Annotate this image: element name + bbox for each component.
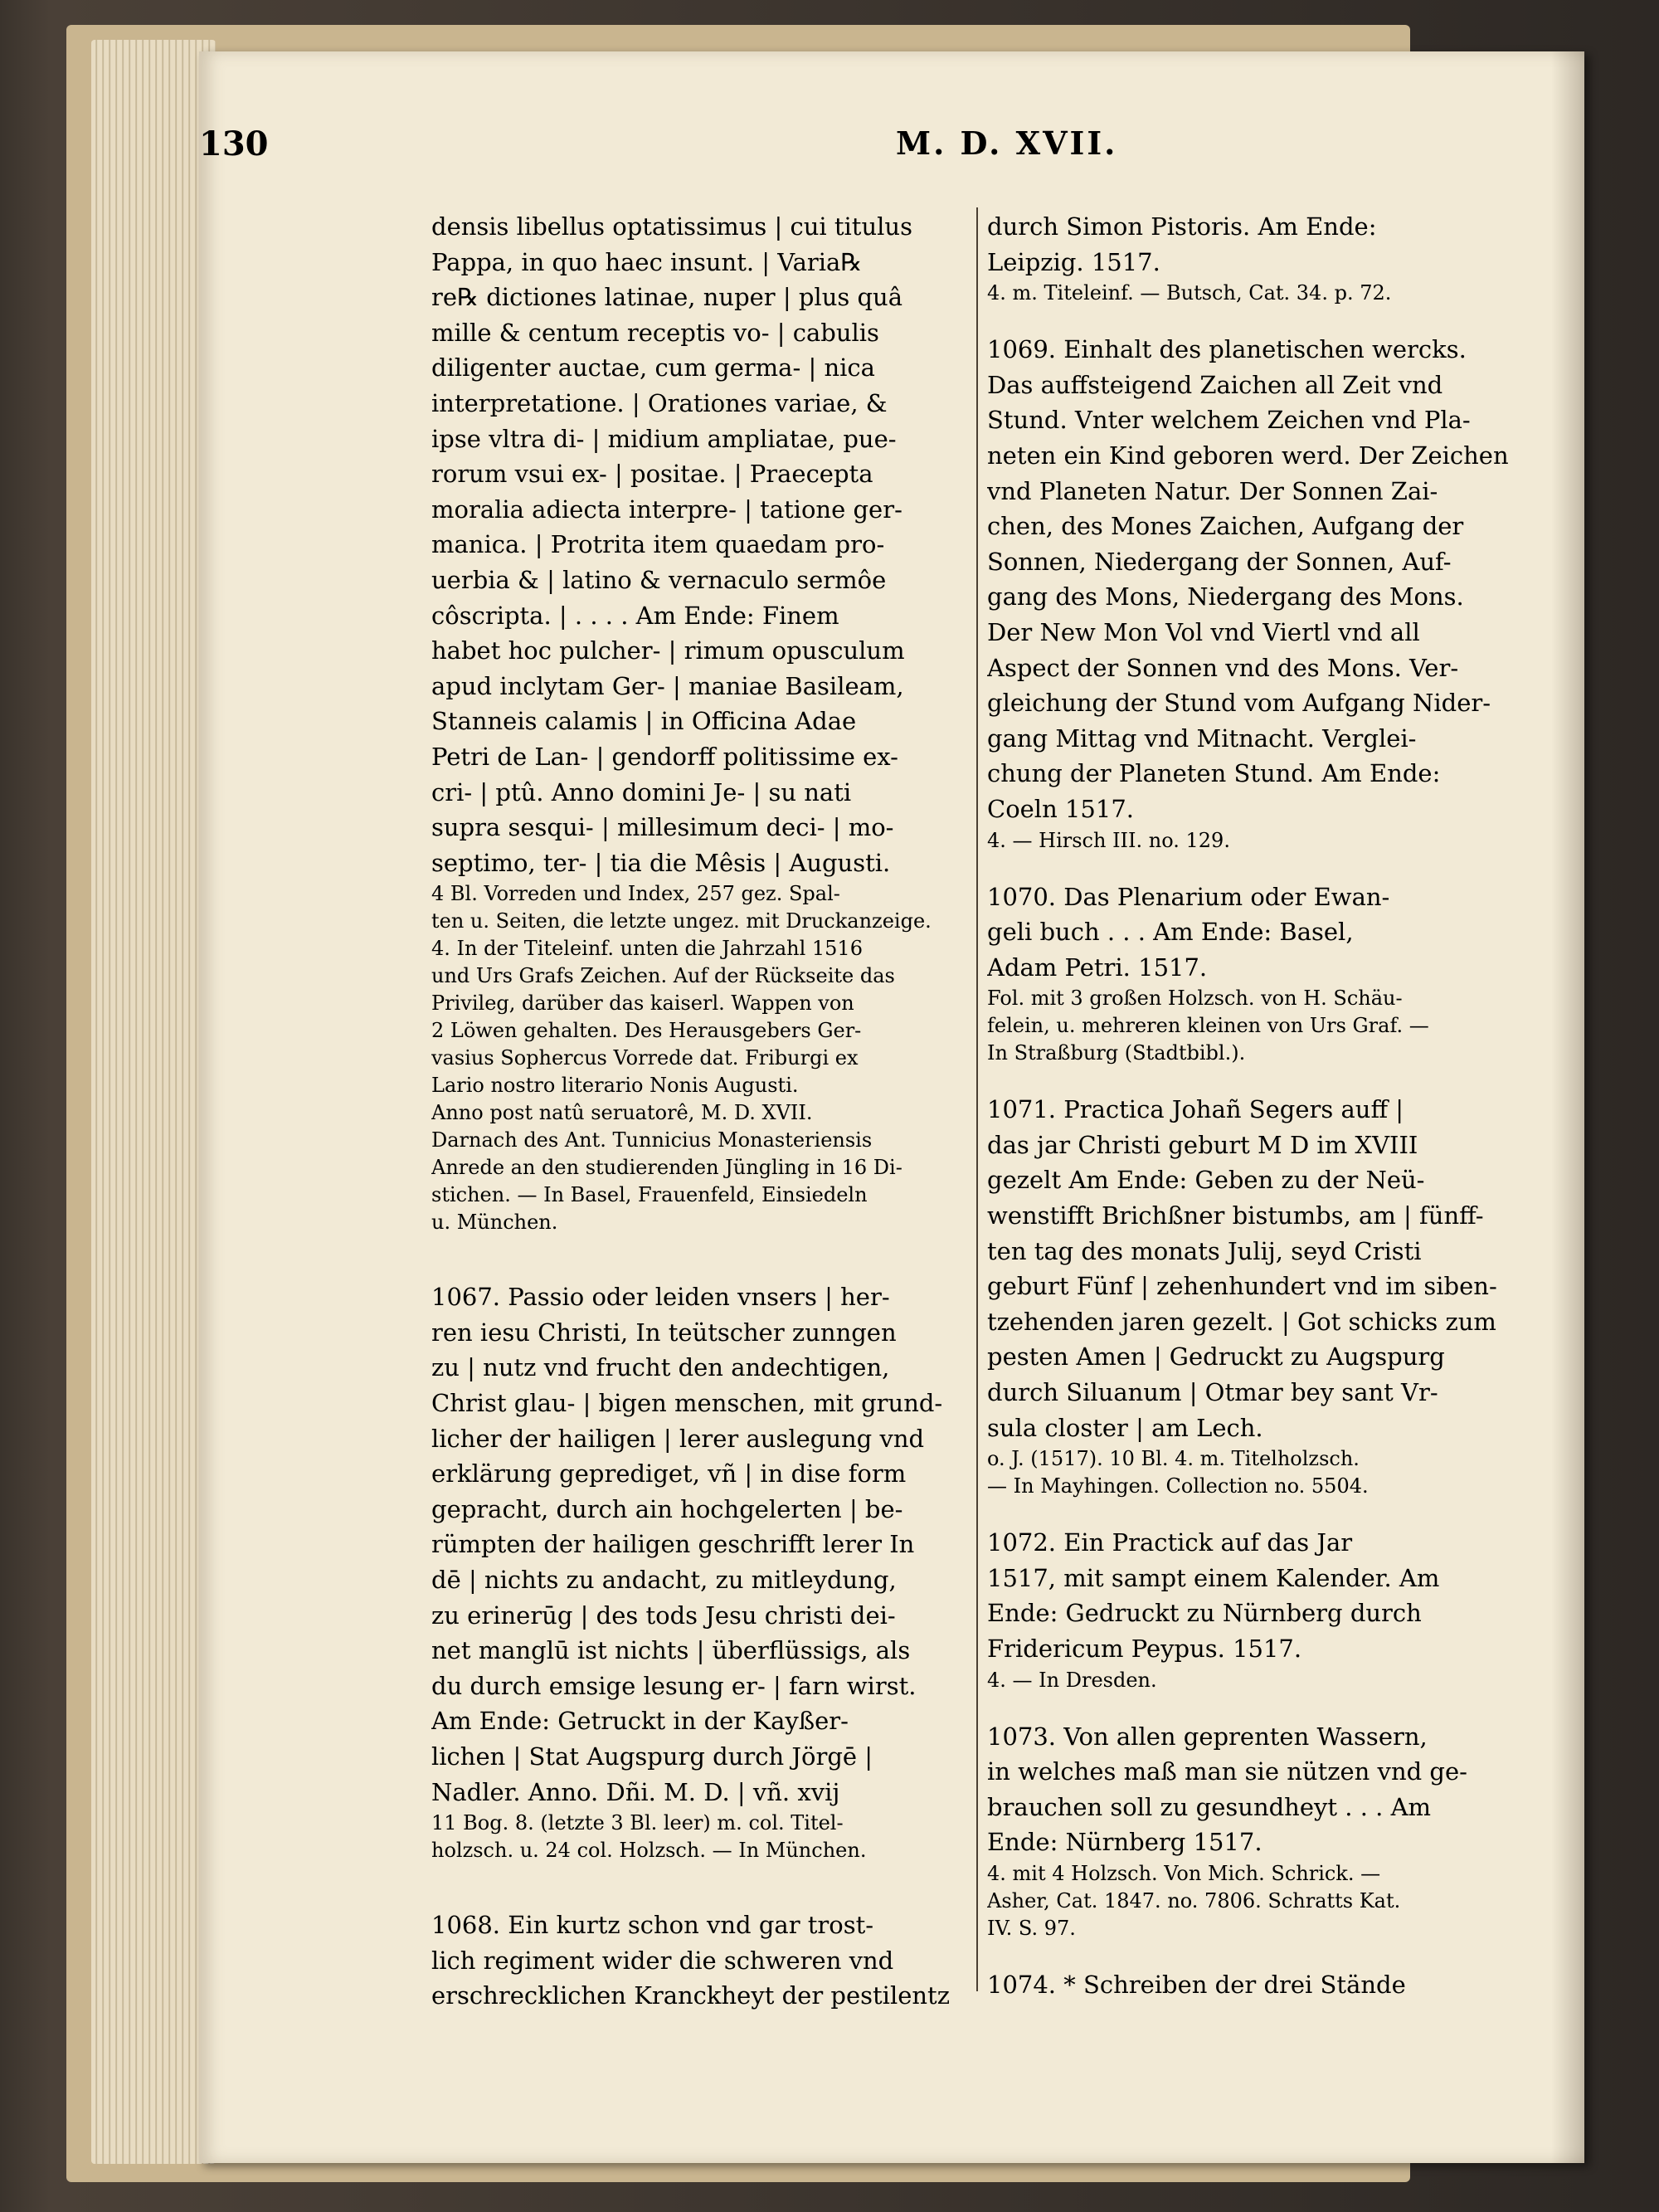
text-line: sula closter | am Lech. <box>987 1413 1263 1442</box>
text-line: durch Siluanum | Otmar bey sant Vr- <box>987 1378 1438 1407</box>
entry-1066-tail <box>987 209 1514 307</box>
note-line: — In Mayhingen. Collection no. 5504. <box>987 1474 1369 1498</box>
entry-1072 <box>987 1525 1514 1693</box>
text-line: lich regiment wider die schweren vnd <box>431 1946 894 1975</box>
text-line: Aspect der Sonnen vnd des Mons. Ver- <box>987 653 1459 682</box>
note-line: Asher, Cat. 1847. no. 7806. Schratts Kat. <box>987 1888 1401 1912</box>
note-line: IV. S. 97. <box>987 1916 1076 1940</box>
text-line: 1069. Einhalt des planetischen wercks. <box>987 335 1467 364</box>
entry-1074 <box>987 1967 1514 2003</box>
text-line: erschrecklichen Kranckheyt der pestilentz <box>431 1981 950 2010</box>
text-line: interpretatione. | Orationes variae, & <box>431 388 888 417</box>
entry-1067 <box>431 1279 966 1810</box>
text-line: wenstifft Brichßner bistumbs, am | fünff- <box>987 1201 1484 1230</box>
spacer <box>431 1864 966 1907</box>
text-line: zu | nutz vnd frucht den andechtigen, <box>431 1353 890 1382</box>
note-line: In Straßburg (Stadtbibl.). <box>987 1041 1246 1065</box>
column-rule <box>976 207 978 1991</box>
entry-1070 <box>987 879 1514 1068</box>
text-line: apud inclytam Ger- | maniae Basileam, <box>431 671 904 700</box>
running-head: M. D. XVII. <box>896 124 1118 162</box>
text-line: septimo, ter- | tia die Mêsis | Augusti. <box>431 848 891 877</box>
entry-1066-notes <box>431 880 966 1236</box>
text-line: brauchen soll zu gesundheyt . . . Am <box>987 1792 1432 1821</box>
text-line: net manglū ist nichts | überflüssigs, als <box>431 1636 911 1665</box>
text-line: Der New Mon Vol vnd Viertl vnd all <box>987 617 1420 646</box>
left-column <box>431 209 966 2014</box>
text-line: in welches maß man sie nützen vnd ge- <box>987 1757 1467 1786</box>
entry-1067-notes <box>431 1810 966 1864</box>
note-line: 4. — Hirsch III. no. 129. <box>987 828 1230 852</box>
text-line: ten tag des monats Julij, seyd Cristi <box>987 1236 1422 1265</box>
note-line: Anrede an den studierenden Jüngling in 16 Di- <box>431 1156 902 1180</box>
text-line: moralia adiecta interpre- | tatione ger- <box>431 495 902 524</box>
text-line: Sonnen, Niedergang der Sonnen, Auf- <box>987 547 1452 576</box>
text-line: Christ glau- | bigen menschen, mit grund- <box>431 1389 943 1418</box>
text-line: 1074. * Schreiben der drei Stände <box>987 1970 1406 1999</box>
text-line: manica. | Protrita item quaedam pro- <box>431 530 885 559</box>
text-line: licher der hailigen | lerer auslegung vnd <box>431 1424 925 1453</box>
text-line: gang Mittag vnd Mitnacht. Verglei- <box>987 724 1417 753</box>
note-line: 4. In der Titeleinf. unten die Jahrzahl 1516 <box>431 937 863 961</box>
text-line: Nadler. Anno. Dñi. M. D. | vñ. xvij <box>431 1777 840 1806</box>
text-line: habet hoc pulcher- | rimum opusculum <box>431 636 905 665</box>
text-line: côscripta. | . . . . Am Ende: Finem <box>431 601 839 630</box>
text-line: 1071. Practica Johañ Segers auff | <box>987 1095 1404 1124</box>
spacer <box>987 855 1514 879</box>
text-line: geli buch . . . Am Ende: Basel, <box>987 918 1354 947</box>
note-line: 11 Bog. 8. (letzte 3 Bl. leer) m. col. Titel- <box>431 1811 844 1835</box>
text-line: zu erinerūg | des tods Jesu christi dei- <box>431 1601 896 1630</box>
note-line: und Urs Grafs Zeichen. Auf der Rückseite das <box>431 964 895 988</box>
text-line: diligenter auctae, cum germa- | nica <box>431 353 875 382</box>
note-line: 4. mit 4 Holzsch. Von Mich. Schrick. — <box>987 1861 1381 1885</box>
text-line: 1517, mit sampt einem Kalender. Am <box>987 1563 1440 1592</box>
text-line: densis libellus optatissimus | cui titulus <box>431 212 912 241</box>
text-line: chen, des Mones Zaichen, Aufgang der <box>987 512 1464 541</box>
text-line: gezelt Am Ende: Geben zu der Neü- <box>987 1166 1425 1195</box>
note-line: 4 Bl. Vorreden und Index, 257 gez. Spal- <box>431 882 840 906</box>
text-line: rorum vsui ex- | positae. | Praecepta <box>431 460 873 489</box>
note-line: ten u. Seiten, die letzte ungez. mit Druckanzeige. <box>431 909 932 933</box>
text-line: Am Ende: Getruckt in der Kayßer- <box>431 1707 849 1736</box>
text-line: rümpten der hailigen geschrifft lerer In <box>431 1530 915 1559</box>
note-line: Anno post natû seruatorê, M. D. XVII. <box>431 1101 813 1125</box>
text-line: ipse vltra di- | midium ampliatae, pue- <box>431 424 897 453</box>
note-line: 2 Löwen gehalten. Des Herausgebers Ger- <box>431 1019 862 1043</box>
note-line: Privileg, darüber das kaiserl. Wappen von <box>431 992 854 1016</box>
text-line: durch Simon Pistoris. Am Ende: <box>987 212 1377 241</box>
text-line: tzehenden jaren gezelt. | Got schicks zum <box>987 1307 1496 1336</box>
note-line: Darnach des Ant. Tunnicius Monasteriensis <box>431 1128 873 1152</box>
note-line: Fol. mit 3 großen Holzsch. von H. Schäu- <box>987 987 1403 1011</box>
text-line: gang des Mons, Niedergang des Mons. <box>987 582 1464 611</box>
spacer <box>987 307 1514 332</box>
text-line: Stanneis calamis | in Officina Adae <box>431 707 857 736</box>
page-number: 130 <box>199 124 269 163</box>
text-line: pesten Amen | Gedruckt zu Augspurg <box>987 1342 1445 1372</box>
spacer <box>431 1236 966 1279</box>
gutter-shadow <box>1551 51 1584 2163</box>
note-line: 4. — In Dresden. <box>987 1668 1157 1692</box>
text-line: Leipzig. 1517. <box>987 247 1160 276</box>
spacer <box>987 1500 1514 1525</box>
text-line: Stund. Vnter welchem Zeichen vnd Pla- <box>987 406 1471 435</box>
text-line: re℞ dictiones latinae, nuper | plus quâ <box>431 283 903 312</box>
right-column <box>987 209 1514 2003</box>
note-line: o. J. (1517). 10 Bl. 4. m. Titelholzsch. <box>987 1447 1360 1471</box>
text-line: 1070. Das Plenarium oder Ewan- <box>987 882 1390 911</box>
text-line: chung der Planeten Stund. Am Ende: <box>987 759 1441 788</box>
text-line: 1073. Von allen geprenten Wassern, <box>987 1722 1428 1751</box>
text-line: Ende: Nürnberg 1517. <box>987 1828 1262 1857</box>
note-line: vasius Sophercus Vorrede dat. Friburgi ex <box>431 1046 859 1070</box>
entry-1073 <box>987 1719 1514 1942</box>
text-line: Das auffsteigend Zaichen all Zeit vnd <box>987 370 1443 399</box>
text-line: ren iesu Christi, In teütscher zunngen <box>431 1318 897 1347</box>
text-line: das jar Christi geburt M D im XVIII <box>987 1130 1418 1159</box>
text-line: Fridericum Peypus. 1517. <box>987 1635 1302 1663</box>
text-line: gleichung der Stund vom Aufgang Nider- <box>987 689 1491 718</box>
text-line: cri- | ptû. Anno domini Je- | su nati <box>431 777 852 806</box>
entry-1071 <box>987 1092 1514 1500</box>
text-line: erklärung geprediget, vñ | in dise form <box>431 1459 907 1488</box>
entry-1068 <box>431 1907 966 2014</box>
note-line: felein, u. mehreren kleinen von Urs Graf. — <box>987 1014 1429 1038</box>
text-line: 1067. Passio oder leiden vnsers | her- <box>431 1283 890 1312</box>
text-line: neten ein Kind geboren werd. Der Zeichen <box>987 441 1509 470</box>
text-line: geburt Fünf | zehenhundert vnd im siben- <box>987 1272 1497 1301</box>
spacer <box>987 1694 1514 1719</box>
page-edges <box>91 40 216 2164</box>
text-line: du durch emsige lesung er- | farn wirst. <box>431 1671 917 1700</box>
entry-1066-continued <box>431 209 966 880</box>
text-line: Adam Petri. 1517. <box>987 953 1208 982</box>
text-line: supra sesqui- | millesimum deci- | mo- <box>431 813 894 842</box>
note-line: holzsch. u. 24 col. Holzsch. — In München. <box>431 1839 867 1863</box>
text-line: vnd Planeten Natur. Der Sonnen Zai- <box>987 476 1438 505</box>
text-line: Petri de Lan- | gendorff politissime ex- <box>431 742 898 771</box>
note-line: 4. m. Titeleinf. — Butsch, Cat. 34. p. 72. <box>987 281 1392 305</box>
note-line: stichen. — In Basel, Frauenfeld, Einsiedeln <box>431 1183 868 1207</box>
text-line: Pappa, in quo haec insunt. | Varia℞ <box>431 247 863 276</box>
text-line: lichen | Stat Augspurg durch Jörgē | <box>431 1742 873 1771</box>
spacer <box>987 1067 1514 1092</box>
spacer <box>987 1942 1514 1967</box>
note-line: Lario nostro literario Nonis Augusti. <box>431 1074 799 1098</box>
text-line: 1072. Ein Practick auf das Jar <box>987 1528 1353 1557</box>
text-line: Coeln 1517. <box>987 794 1135 823</box>
text-line: gepracht, durch ain hochgelerten | be- <box>431 1494 903 1523</box>
text-line: 1068. Ein kurtz schon vnd gar trost- <box>431 1911 874 1940</box>
note-line: u. München. <box>431 1211 558 1235</box>
entry-1069 <box>987 332 1514 854</box>
text-line: Ende: Gedruckt zu Nürnberg durch <box>987 1599 1422 1628</box>
text-line: dē | nichts zu andacht, zu mitleydung, <box>431 1566 897 1595</box>
text-line: mille & centum receptis vo- | cabulis <box>431 318 879 347</box>
text-line: uerbia & | latino & vernaculo sermôe <box>431 565 887 594</box>
